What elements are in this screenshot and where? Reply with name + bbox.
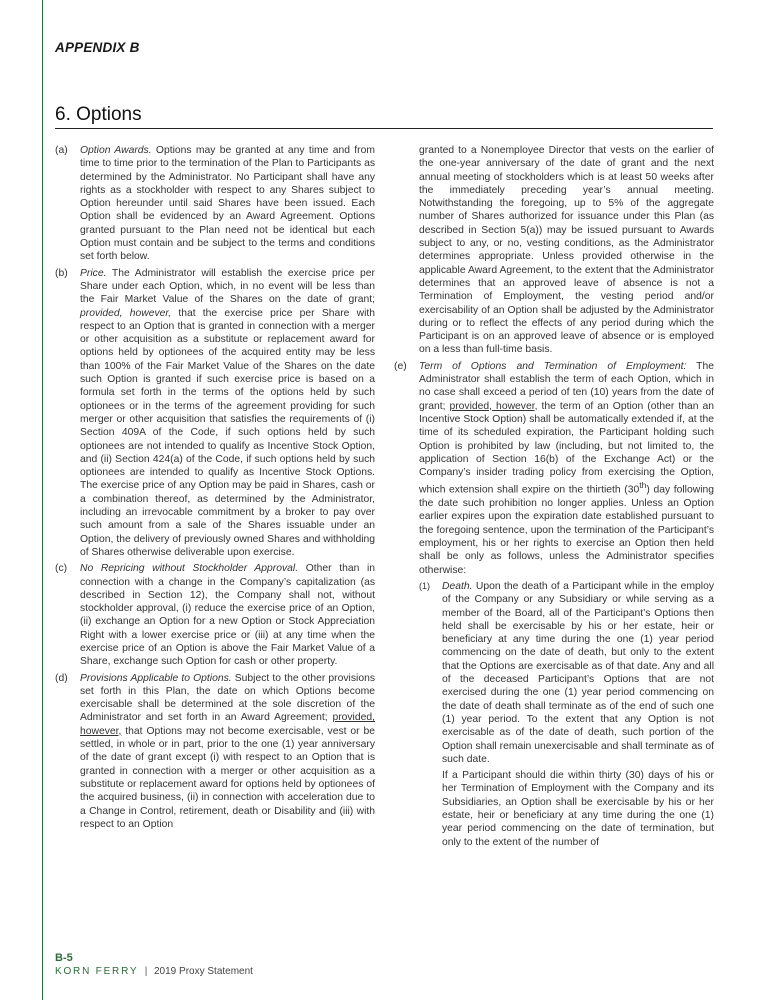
footer-separator: | (144, 966, 148, 977)
brand-logo: KORN FERRY (55, 966, 139, 977)
item-b-text-2: that the exercise price per Share with respect to an Option that is granted in connection with a merger or other acquisition as a substitute or replacement award for options held by optionees of the acquired entity may be less than 100% of the Fair Market Value of the Shares on the date such Option is granted if such exercise price is based on a formula set forth in the terms of the options held by such optionees or in the terms of the agreement providing for such merger or other acquisition that satisfies the requirements of (i) Section 409A of the Code, if such options held by such optionees are not intended to qualify as Incentive Stock Option, and (ii) Section 424(a) of the Code, if such options held by such optionees are intended to qualify as Incentive Stock Options. The exercise price of any Option may be paid in Shares, cash or a combination thereof, as determined by the Administrator, including an irrevocable commitment by a broker to pay over such amount from a sale of the Shares issuable under an Option, the delivery of previously owned Shares and withholding of Shares otherwise deliverable upon exercise. (80, 307, 376, 558)
item-e-text-1: The Administrator shall establish the term of each Option, which in no case shall exceed a period of ten (10) years from the date of grant; (419, 360, 714, 412)
item-a-content (80, 144, 375, 264)
item-d (55, 672, 375, 832)
sub-item-1-paragraph-2: If a Participant should die within thirty (30) days of his or her Termination of Employment with the Company and its Subsidiaries, an Option shall be exercisable by his or her estate, heir or beneficiary at any time during the one (1) year period commencing on the date of termination, but only to the extent of the number of (442, 770, 714, 848)
item-d-marker: (d) (55, 672, 68, 684)
item-d-proviso: provided, however, (80, 712, 375, 737)
right-column (394, 144, 714, 849)
item-e-title: Term of Options and Termination of Employment: (419, 360, 687, 372)
item-a-marker: (a) (55, 145, 68, 156)
item-e (394, 360, 714, 577)
item-d-continuation: granted to a Nonemployee Director that vests on the earlier of the one-year anniversary of the date of grant and the next annual meeting of stockholders which is at least 50 weeks after the immediately preceding year’s annual meeting. Notwithstanding the foregoing, up to 5% of the aggregate number of Shares authorized for issuance under this Plan (as described in Section 5(a)) may be issued pursuant to Awards subject to any, or no, vesting conditions, as the Administrator determines appropriate. Unless provided otherwise in the applicable Award Agreement, to the extent that the Administrator determines that an approved leave of absence is not a Termination of Employment, the vesting period and/or exercisability of an Option shall be adjusted by the Administrator during or to reflect the effects of any period during which the Participant is on an approved leave of absence or is employed on a less than full-time basis. (419, 145, 714, 356)
sub-item-1 (419, 580, 714, 766)
appendix-label: APPENDIX B (55, 40, 140, 55)
sub-item-1-content (442, 580, 714, 766)
item-c-title: No Repricing without Stockholder Approval. (80, 563, 299, 575)
footer-brand-line (55, 966, 253, 977)
page-number: B-5 (55, 952, 73, 964)
item-d-content (80, 672, 375, 832)
item-b-proviso: provided, however, (80, 307, 172, 319)
item-d-text-1: Subject to the other provisions set forth in this Plan, the date on which Options become exercisable shall be determined at the sole discretion of the Administrator and set forth in an Award Agreement; (80, 672, 375, 724)
item-b-content (80, 267, 375, 560)
left-margin-rule (42, 0, 43, 1000)
item-b-text-1: The Administrator will establish the exercise price per Share under each Option, which, in no event will be less than the Fair Market Value of the Shares on the date of grant; (80, 267, 375, 306)
item-c (55, 562, 375, 668)
item-e-marker: (e) (394, 360, 407, 372)
item-b-title: Price. (80, 267, 107, 279)
item-d-title: Provisions Applicable to Options. (80, 672, 232, 684)
item-b (55, 267, 375, 560)
sub-item-1-marker: (1) (419, 580, 430, 591)
item-e-text-2b: ) day following the date such prohibition no longer applies. Unless an Option earlier expires upon the expiration date established pursuant to the foregoing sentence, upon the termination of the Participant’s employment, his or her rights to exercise an Option then held shall be only as follows, unless the Administrator specifies otherwise: (419, 484, 715, 576)
item-c-marker: (c) (55, 563, 68, 575)
item-e-text-2a: the term of an Option (other than an Incentive Stock Option) shall be automatically extended if, at the time of its scheduled expiration, the Participant holding such Option is prohibited by law (including, but not limited to, the application of Section 16(b) of the Exchange Act) or the Company’s insider trading policy from exercising the Option, which extension shall expire on the thirtieth (30 (419, 400, 715, 496)
item-e-proviso: provided, however, (449, 400, 538, 412)
item-c-content (80, 562, 375, 668)
section-divider (55, 128, 713, 129)
item-e-superscript: th (639, 480, 647, 491)
sub-item-1-text: Upon the death of a Participant while in the employ of the Company or any Subsidiary or while serving as a member of the Board, all of the Participant’s Options then held shall be exercisable by his or her estate, heir or beneficiary at any time during the one (1) year period commencing on the date of death, but only to the extent that the Options are exercisable as of that date. Any and all of the deceased Participant’s Options that are not exercised during the one (1) year period commencing on the date of death shall terminate as of the end of such one (1) year period. To the extent that any Option is not exercisable as of the date of death, such portion of the Option shall remain unexercisable and shall terminate as of such date. (442, 580, 714, 765)
item-a (55, 144, 375, 264)
item-b-marker: (b) (55, 267, 68, 279)
item-c-text: Other than in connection with a change in the Company’s capitalization (as described in Section 12), the Company shall not, without stockholder approval, (i) reduce the exercise price of an Option, (ii) exchange an Option for a new Option or Stock Appreciation Right with a lower exercise price or (iii) at any time when the exercise price of an Option is above the Fair Market Value of a Share, exchange such Option for cash or other property. (80, 563, 375, 668)
item-a-title: Option Awards. (80, 145, 152, 156)
document-title: 2019 Proxy Statement (154, 966, 253, 977)
item-e-content (419, 360, 714, 577)
item-d-text-2: that Options may not become exercisable, vest or be settled, in whole or in part, prior to the one (1) year anniversary of the date of grant except (i) with respect to an Option that is granted in connection with a merger or other acquisition as a substitute or replacement award for options held by optionees of the acquired business, (ii) in connection with acceleration due to a Change in Control, retirement, death or Disability and (iii) with respect to an Option (80, 725, 375, 830)
sub-item-1-title: Death. (442, 580, 473, 592)
item-a-text: Options may be granted at any time and from time to time prior to the termination of the Plan to Participants as determined by the Administrator. No Participant shall have any rights as a stockholder with respect to any Shares subject to Option hereunder until said Shares have been issued. Each Option shall be evidenced by an Award Agreement. Options granted pursuant to the Plan need not be identical but each Option must contain and be subject to the terms and conditions set forth below. (80, 145, 375, 263)
section-title: 6. Options (55, 104, 142, 125)
left-column (55, 144, 375, 834)
